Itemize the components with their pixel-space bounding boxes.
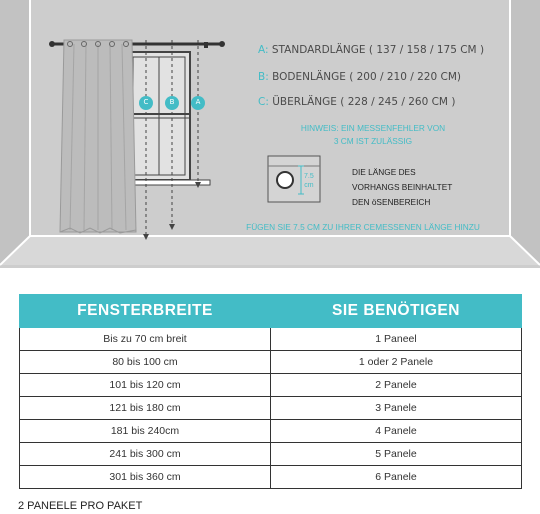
marker-a-label: A (195, 98, 201, 106)
header-window-width: FENSTERBREITE (20, 295, 271, 328)
table-cell: 1 Paneel (271, 328, 522, 351)
measurement-b-text: BODENLÄNGE ( 200 / 210 / 220 CM) (272, 71, 461, 83)
measurement-c (258, 96, 455, 108)
table-cell: 181 bis 240cm (20, 420, 271, 443)
table-cell: Bis zu 70 cm breit (20, 328, 271, 351)
table-cell: 80 bis 100 cm (20, 351, 271, 374)
header-panels-needed: SIE BENÖTIGEN (271, 295, 522, 328)
add-length-note: FÜGEN SIE 7.5 CM ZU IHRER CEMESSENEN LÄNGE HINZU (246, 222, 480, 232)
ring-size-label (304, 172, 314, 190)
ring-size-value: 7.5 (304, 173, 314, 180)
grommet-note-line1: DIE LÄNGE DES (352, 167, 416, 177)
ring-size-unit: cm (304, 182, 314, 189)
table-cell: 101 bis 120 cm (20, 374, 271, 397)
measurement-a-key: A: (258, 44, 269, 56)
floor (0, 236, 540, 265)
table-row (20, 351, 522, 374)
measurement-b (258, 71, 461, 83)
package-note: 2 PANEELE PRO PAKET (18, 500, 143, 512)
measurement-c-text: ÜBERLÄNGE ( 228 / 245 / 260 CM ) (272, 96, 456, 108)
left-wall (0, 0, 30, 265)
table-row (20, 420, 522, 443)
grommet-note-line2: VORHANGS BEINHALTET (352, 182, 453, 192)
grommet-note-line3: DEN öSENBEREICH (352, 197, 431, 207)
table-row (20, 374, 522, 397)
table-cell: 3 Panele (271, 397, 522, 420)
table-cell: 121 bis 180 cm (20, 397, 271, 420)
grommet-note (352, 165, 452, 210)
table-cell: 1 oder 2 Panele (271, 351, 522, 374)
curtain-panel (60, 40, 136, 233)
right-wall (510, 0, 540, 265)
measurement-a-text: STANDARDLÄNGE ( 137 / 158 / 175 CM ) (271, 44, 485, 56)
measurement-a (258, 44, 484, 56)
tolerance-hint-line1: HINWEIS: EIN MESSENFEHLER VON (300, 123, 446, 133)
table-row (20, 397, 522, 420)
measurement-b-key: B: (258, 71, 269, 83)
table-cell: 4 Panele (271, 420, 522, 443)
table-cell: 5 Panele (271, 443, 522, 466)
table-cell: 241 bis 300 cm (20, 443, 271, 466)
tolerance-hint (288, 122, 458, 148)
table-cell: 6 Panele (271, 466, 522, 489)
table-cell: 301 bis 360 cm (20, 466, 271, 489)
panel-size-table (19, 294, 522, 489)
table-header-row (20, 295, 522, 328)
marker-b-label: B (169, 98, 175, 106)
measurement-c-key: C: (258, 96, 269, 108)
table-row (20, 443, 522, 466)
table-row (20, 466, 522, 489)
table-cell: 2 Panele (271, 374, 522, 397)
table-row (20, 328, 522, 351)
tolerance-hint-line2: 3 CM IST ZULÄSSIG (333, 136, 413, 146)
marker-c-label: C (143, 98, 149, 106)
